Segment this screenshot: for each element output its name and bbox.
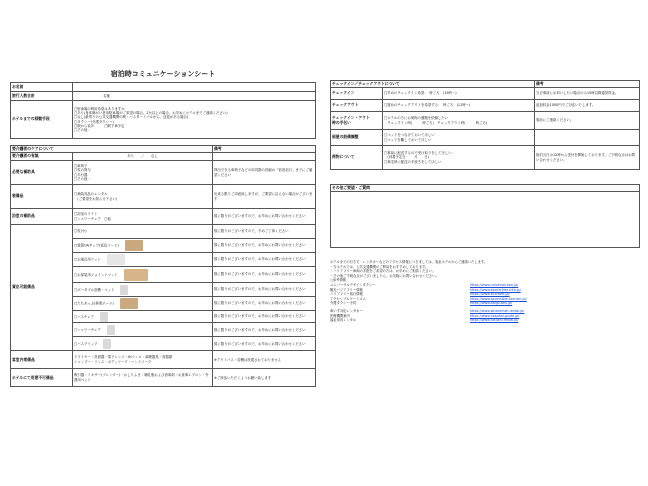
rental-item-note: 数に限りがございますので、予めご了承ください (213, 225, 316, 239)
care-need-options[interactable]: あり ／ なし (73, 153, 213, 161)
rental-item[interactable] (73, 297, 213, 311)
party-size-field[interactable]: 名様 (73, 92, 316, 101)
sheet-title: 宿泊時コミュニケーションシート (110, 70, 216, 78)
notes-line: ・その他ご不明な点がございましたら、お気軽にお問い合わせください。 (330, 273, 439, 278)
care-note-header: 備考 (213, 146, 316, 153)
baggage-label: 荷物について (331, 146, 383, 170)
rental-item-note: 数に限りがございますので、お早めにお問い合わせください (213, 267, 316, 283)
care-need-note (213, 153, 316, 161)
link-label: 観光バリアフリー情報 (330, 287, 363, 292)
link-label: 介護タクシー予約 (330, 301, 357, 306)
link-label: ユニバーサルデザインタクシー (330, 282, 376, 287)
rental-item-note: 数に限りがございますので、お早めにお問い合わせください (213, 311, 316, 323)
link-url[interactable]: https://www.universal-taxi.jp/ (470, 282, 519, 287)
transfer-board-photo (120, 298, 138, 309)
checkin-note-header: 備考 (535, 81, 640, 88)
link-url[interactable]: https://www.hospital-guide.jp/ (470, 313, 520, 318)
rental-item[interactable] (73, 283, 213, 297)
facility-note: ※アウトバス・浴槽は設置されておりません (213, 351, 316, 369)
link-label: アクセシブルツーリズム (330, 296, 366, 301)
checkin-note: 当日事前にお伺いしたい場合のみ15時以降通常料金。 (535, 88, 640, 100)
room-setup-note (535, 130, 640, 146)
other-requests-field[interactable] (331, 192, 640, 248)
rental-item-name: □バスチェア (74, 314, 94, 319)
aids-label: 必要な補助具 (11, 161, 73, 185)
unavailable-label: ホテルにて用意不可備品 (11, 369, 73, 387)
guest-info-table (10, 82, 316, 139)
tub-photo (120, 285, 128, 295)
rental-item-name: □シャワーチェア (74, 327, 101, 332)
rental-item[interactable] (73, 337, 213, 351)
link-row (330, 318, 640, 323)
link-label: 車いす対応レンタカー (330, 308, 363, 313)
luggage-help-label: チェックイン・アウト 時の手伝い (331, 112, 383, 130)
checkin-header: チェックイン／チェックアウトについて (331, 81, 535, 88)
joint-mat-photo (124, 269, 148, 281)
room-setup-label: 部屋の設備調整 (331, 130, 383, 146)
other-requests-table (330, 184, 640, 248)
rental-label: 貸出可能備品 (11, 225, 73, 351)
facility-list: ドライヤー・洗面器・電子レンジ・IHコンロ・調理器具・食器類 シャンプー・リンス・ボディソープ・ハンドソープ (73, 351, 213, 369)
bath-options[interactable]: □浴室のライト □シャワーチェア □他 (73, 209, 213, 225)
rental-item-note: 数に限りがございますので、お早めにお問い合わせください (213, 253, 316, 267)
rental-item-note: 数に限りがございますので、お早めにお問い合わせください (213, 337, 316, 351)
unavailable-list: 吸引器・ミキサー(ブレンダー)・おしりふき・哺乳瓶および消毒剤・お食事エプロン・介護用ベッド (73, 369, 213, 387)
rental-item-note: 数に限りがございますので、お早めにお問い合わせください (213, 297, 316, 311)
link-url[interactable]: https://www.accessible-tourism.jp/ (470, 296, 527, 301)
rental-item[interactable] (73, 225, 213, 239)
transport-label: ホテルまでの移動手段 (11, 101, 73, 139)
link-label: 医療機関案内 (330, 313, 350, 318)
link-label: バリアフリー旅行情報 (330, 292, 363, 297)
rental-item-name: □電源OAタップ(延長コード) (74, 243, 119, 248)
luggage-help-note: 事前にご連絡ください。 (535, 112, 640, 130)
rental-item-name: □たちあっぷ(移乗ボード) (74, 301, 114, 306)
checkin-table (330, 80, 640, 170)
rental-item-name: □バスグリップ (74, 341, 98, 346)
bath-label: 浴室の補助品 (11, 209, 73, 225)
rental-item[interactable] (73, 253, 213, 267)
luggage-help-option[interactable]: □ホテルの方にお荷物の運搬を依頼したい チェックイン時( 時ごろ) チェックアウト時( 時ごろ) (383, 112, 535, 130)
aids-options[interactable]: □車椅子 □杖の貸与 □歩行器 □その他： (73, 161, 213, 185)
bath-mat-photo (107, 254, 125, 265)
name-field[interactable] (73, 83, 316, 92)
link-url[interactable]: https://www.wheelchair-rental.jp/ (470, 308, 525, 313)
bath-grip-photo (103, 339, 111, 349)
transport-options[interactable]: □駐車場の利用希望はありますか □あり(身体障がい者用駐車場がご希望の場合、2台以上の場合、お早めにホテルまでご連絡ください) □なし(最寄りの公共交通機関の駅・バスターミナルから、送迎がある場合) □タクシー(介護タクシー) □駅から徒歩 □駅下車予定 □その他： (73, 101, 316, 139)
equipment-label: 装備品 (11, 185, 73, 209)
link-label: 福祉用具レンタル (330, 318, 357, 323)
equipment-options[interactable]: □補装具品のレンタル (ご要望をお知らせ下さい) (73, 185, 213, 209)
unavailable-note: ※ご持参いただくようお願い致します (213, 369, 316, 387)
rental-item-name: □お風呂用マット (74, 257, 101, 262)
link-url[interactable]: https://www.fukushi-rental.jp/ (470, 318, 519, 323)
party-size-label: 旅行人数合計 (11, 92, 73, 101)
baggage-note: 宿泊当日は12時から受付を開始しております。ご不明な点はお問い合わせください。 (535, 146, 640, 170)
checkin-option[interactable]: □早めのチェックイン希望： 時ごろ (15時～) (383, 88, 535, 100)
communication-sheet (10, 66, 316, 450)
bath-note: 数に限りがございますので、お早めにお問い合わせください (213, 209, 316, 225)
care-need-label: 要介護者の有無 (11, 153, 73, 161)
link-url[interactable]: https://www.barrierfree-info.jp/ (470, 287, 521, 292)
rental-item-name: □お部屋用ジョイントマット (74, 272, 118, 277)
notes-line: ・バリアフリー車両の手配をご希望の方は、お早めにご相談ください。 (330, 269, 436, 274)
rental-item-name: □杖(小) (74, 229, 87, 234)
links-title: ○参考情報 (330, 278, 347, 283)
link-url[interactable]: https://www.kaigo-taxi.jp/ (470, 301, 513, 306)
name-label: お名前 (11, 83, 73, 92)
rental-item[interactable] (73, 239, 213, 253)
rental-item-name: □ポータブル浴槽・ベッド (74, 287, 115, 292)
checkin-sheet (330, 80, 640, 380)
bath-chair-photo (100, 312, 108, 322)
care-header: 要介護者のケアについて (11, 146, 213, 153)
notes-intro: ホテルまでの行き方・レンタカーなどのアクセス情報につきましては、客室ホテルからご連絡いたします。 (330, 260, 488, 264)
rental-item-note: 数に限りがございますので、お早めにお問い合わせください (213, 283, 316, 297)
room-setup-option[interactable]: □ベッドをつなげておいてほしい □ベッドを離しておいてほしい (383, 130, 535, 146)
link-url[interactable]: https://www.bf-travel.jp/ (470, 292, 510, 297)
rental-item[interactable] (73, 311, 213, 323)
rental-item-note: 数に限りがございますので、お早めにお問い合わせください (213, 323, 316, 337)
care-table (10, 145, 316, 387)
rental-item[interactable] (73, 267, 213, 283)
notes-line: ・当ホテルでは、公共交通機関のご利用をおすすめしております。 (330, 264, 429, 269)
rental-item[interactable] (73, 323, 213, 337)
baggage-option[interactable]: □事前に配送するので受け取りをしてほしい (到着予定日： 月 日) □帰宅時に配送の手続きをしてほしい (383, 146, 535, 170)
shower-chair-photo (107, 325, 115, 335)
equipment-note: 出来る限りご用意致しますが、ご要望に沿えない場合がございます (213, 185, 316, 209)
checkout-label: チェックアウト (331, 100, 383, 112)
checkin-label: チェックイン (331, 88, 383, 100)
facility-label: 客室内常備品 (11, 351, 73, 369)
rental-item-note: 数に限りがございますので、お早めにお問い合わせください (213, 239, 316, 253)
notes-section (330, 260, 640, 323)
aids-note: 貸出できる車椅子などの用具類の詳細は「宿泊前日」までにご確認ください (213, 161, 316, 185)
checkout-note: 追加料金1000円でご対応いたします。 (535, 100, 640, 112)
checkout-option[interactable]: □遅めのチェックアウトを希望する： 時ごろ (11時～) (383, 100, 535, 112)
other-requests-header: その他ご要望・ご質問 (331, 185, 640, 192)
power-strip-photo (125, 240, 143, 251)
